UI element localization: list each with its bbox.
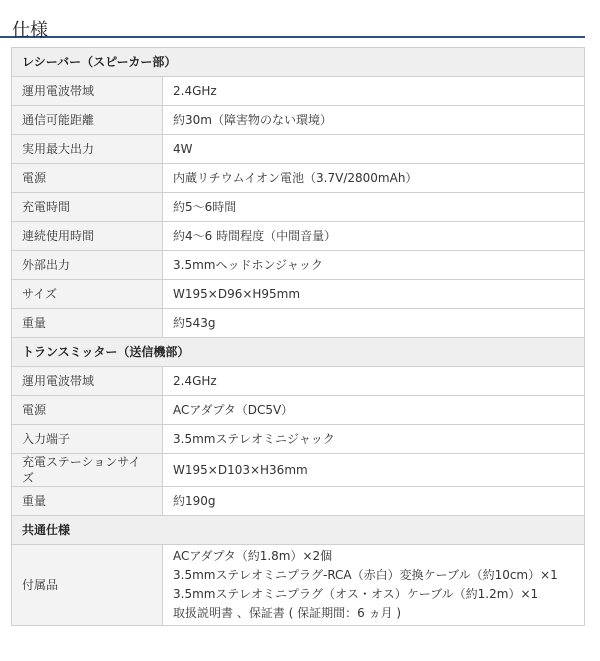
accessory-item: 3.5mmステレオミニプラグ（オス・オス）ケーブル（約1.2m）×1 xyxy=(173,587,539,601)
spec-label: 電源 xyxy=(12,164,163,193)
table-row xyxy=(12,545,585,626)
spec-label: サイズ xyxy=(12,280,163,309)
spec-table xyxy=(11,47,585,626)
table-row xyxy=(12,454,585,487)
spec-label: 充電ステーションサイズ xyxy=(12,454,163,487)
spec-value-multiline xyxy=(163,545,585,626)
spec-label: 重量 xyxy=(12,309,163,338)
spec-label: 電源 xyxy=(12,396,163,425)
table-row xyxy=(12,280,585,309)
spec-value: W195×D103×H36mm xyxy=(163,454,585,487)
spec-value: 約543g xyxy=(163,309,585,338)
spec-value: 2.4GHz xyxy=(163,367,585,396)
table-row xyxy=(12,487,585,516)
spec-value: 約4～6 時間程度（中間音量） xyxy=(163,222,585,251)
section-heading: トランスミッター（送信機部） xyxy=(12,338,585,367)
spec-value: 約30m（障害物のない環境） xyxy=(163,106,585,135)
accessory-item: 取扱説明書 、保証書 ( 保証期間：6 ヵ月 ) xyxy=(173,606,402,620)
table-row xyxy=(12,77,585,106)
spec-value: 2.4GHz xyxy=(163,77,585,106)
table-row xyxy=(12,135,585,164)
title-bar xyxy=(0,0,585,42)
section-heading: 共通仕様 xyxy=(12,516,585,545)
spec-value: W195×D96×H95mm xyxy=(163,280,585,309)
spec-label: 付属品 xyxy=(12,545,163,626)
spec-value: 内蔵リチウムイオン電池（3.7V/2800mAh） xyxy=(163,164,585,193)
spec-value: 4W xyxy=(163,135,585,164)
spec-value: 3.5mmステレオミニジャック xyxy=(163,425,585,454)
table-row xyxy=(12,425,585,454)
spec-label: 入力端子 xyxy=(12,425,163,454)
spec-label: 充電時間 xyxy=(12,193,163,222)
spec-value: 約190g xyxy=(163,487,585,516)
section-heading: レシーバー（スピーカー部） xyxy=(12,48,585,77)
table-row xyxy=(12,106,585,135)
spec-label: 重量 xyxy=(12,487,163,516)
section-header-row xyxy=(12,338,585,367)
spec-value: 約5～6時間 xyxy=(163,193,585,222)
spec-label: 連続使用時間 xyxy=(12,222,163,251)
table-row xyxy=(12,309,585,338)
section-header-row xyxy=(12,516,585,545)
spec-label: 外部出力 xyxy=(12,251,163,280)
section-header-row xyxy=(12,48,585,77)
spec-label: 運用電波帯域 xyxy=(12,77,163,106)
table-row xyxy=(12,367,585,396)
spec-value: ACアダプタ（DC5V） xyxy=(163,396,585,425)
table-row xyxy=(12,251,585,280)
table-row xyxy=(12,222,585,251)
spec-label: 実用最大出力 xyxy=(12,135,163,164)
page-title: 仕様 xyxy=(12,20,48,42)
spec-label: 運用電波帯域 xyxy=(12,367,163,396)
spec-label: 通信可能距離 xyxy=(12,106,163,135)
accessory-item: 3.5mmステレオミニプラグ-RCA（赤白）変換ケーブル（約10cm）×1 xyxy=(173,568,558,582)
table-row xyxy=(12,193,585,222)
spec-value: 3.5mmヘッドホンジャック xyxy=(163,251,585,280)
table-row xyxy=(12,164,585,193)
accessory-item: ACアダプタ（約1.8m）×2個 xyxy=(173,549,333,563)
table-row xyxy=(12,396,585,425)
